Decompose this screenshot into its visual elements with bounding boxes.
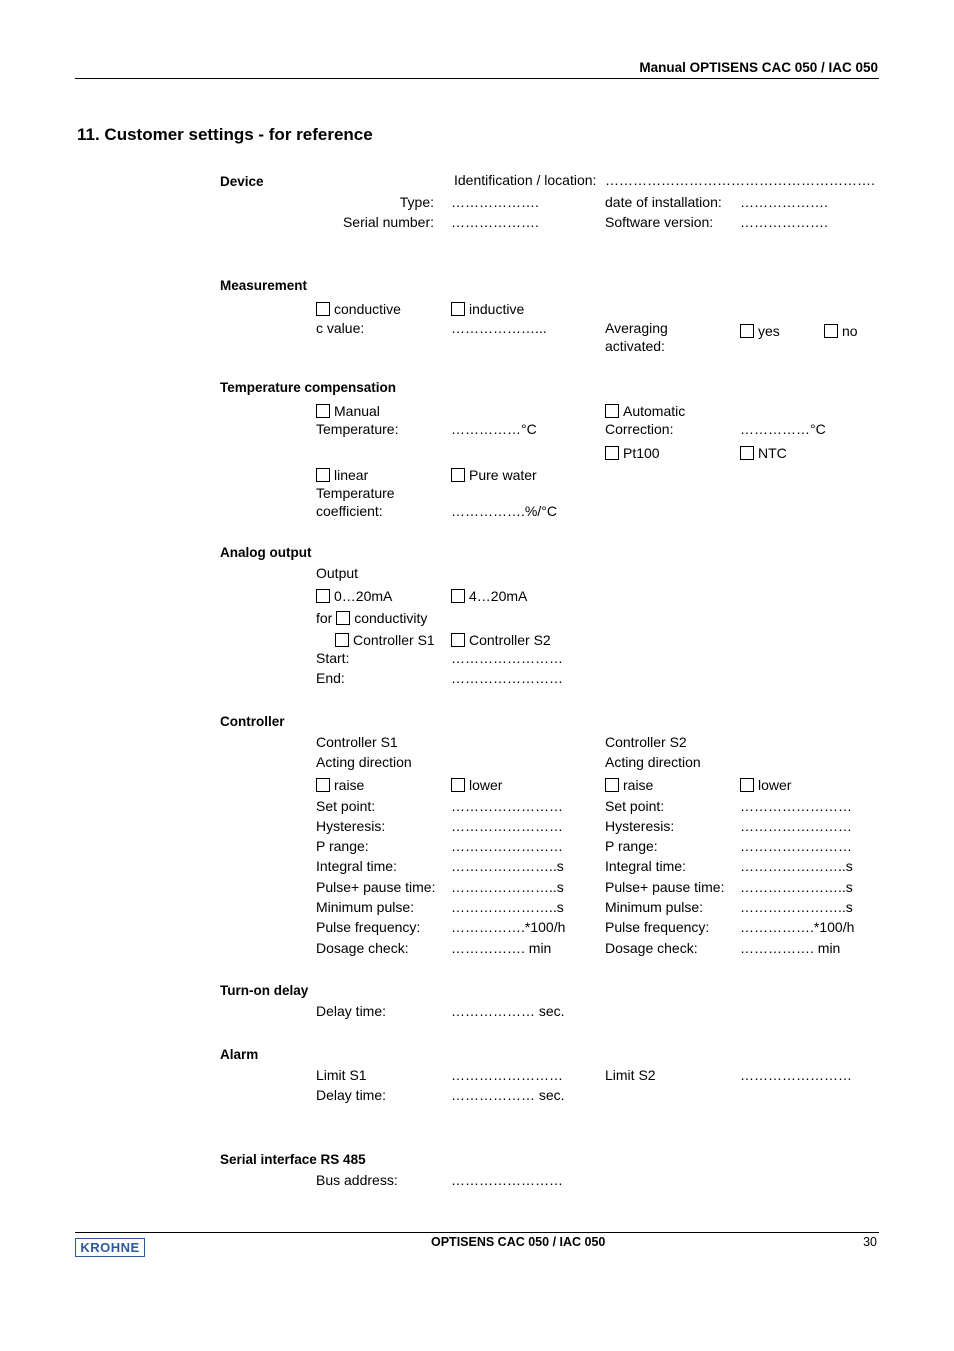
bus-address-label: Bus address: [316,1172,398,1188]
header-rule [75,78,879,79]
s2-row-label: Pulse+ pause time: [605,879,725,895]
controller-s2-lower-option[interactable]: lower [740,777,791,794]
s1-row-value: …………………… [451,798,563,814]
controller-s1-lower-option[interactable]: lower [451,777,502,794]
s2-row-value: …………………… [740,798,852,814]
s1-row-value: …………………..s [451,899,564,915]
analog-controller-s1-option[interactable]: Controller S1 [335,632,435,649]
s2-row-label: Integral time: [605,858,686,874]
software-version-value: ………………. [740,214,828,230]
alarm-heading: Alarm [220,1047,259,1062]
limit-s1-value: …………………… [451,1067,563,1083]
manual-title: Manual OPTISENS CAC 050 / IAC 050 [639,60,878,75]
type-value: ………………. [451,194,539,210]
range-4-20-option[interactable]: 4…20mA [451,588,527,605]
s2-row-label: P range: [605,838,658,854]
coefficient-value: …………….%/°C [451,503,557,519]
manual-option[interactable]: Manual [316,403,380,420]
ntc-option[interactable]: NTC [740,445,787,462]
device-heading: Device [220,174,264,189]
type-label: Type: [399,194,434,210]
s1-row-label: Dosage check: [316,940,409,956]
controller-s1-title: Controller S1 [316,734,398,750]
alarm-delay-time-value: ……………… sec. [451,1087,565,1103]
s1-row-value: …………………… [451,838,563,854]
s1-row-label: Pulse frequency: [316,919,421,935]
averaging-no-option[interactable]: no [824,323,858,340]
page-number: 30 [863,1235,877,1249]
temperature-compensation-heading: Temperature compensation [220,380,397,395]
s2-row-value: …………………… [740,838,852,854]
identification-value: …………………………………………………. [605,172,875,188]
checkbox[interactable] [451,589,465,603]
s1-row-value: ……………. min [451,940,552,956]
s1-row-value: …………….*100/h [451,919,566,935]
checkbox[interactable] [605,446,619,460]
checkbox[interactable] [740,446,754,460]
s2-row-value: …………………… [740,818,852,834]
s1-row-label: Integral time: [316,858,397,874]
checkbox[interactable] [605,778,619,792]
automatic-option[interactable]: Automatic [605,403,685,420]
averaging-label-line1: Averaging [605,320,668,336]
end-value: …………………… [451,670,563,686]
start-value: …………………… [451,650,563,666]
turn-on-delay-time-value: ……………… sec. [451,1003,565,1019]
serial-interface-heading: Serial interface RS 485 [220,1152,366,1167]
correction-label: Correction: [605,421,674,437]
checkbox[interactable] [316,302,330,316]
s1-row-value: …………………..s [451,858,564,874]
s1-row-label: Hysteresis: [316,818,386,834]
s2-row-value: …………………..s [740,858,853,874]
for-conductivity-option[interactable]: for conductivity [316,610,428,626]
s1-row-label: Minimum pulse: [316,899,415,915]
controller-s2-title: Controller S2 [605,734,687,750]
checkbox[interactable] [740,778,754,792]
checkbox[interactable] [451,778,465,792]
c-value-value: ………………... [451,320,547,336]
limit-s1-label: Limit S1 [316,1067,367,1083]
s1-row-label: Pulse+ pause time: [316,879,436,895]
krohne-logo: KROHNE [75,1238,145,1257]
s2-row-label: Pulse frequency: [605,919,710,935]
software-version-label: Software version: [605,214,714,230]
pure-water-option[interactable]: Pure water [451,467,537,484]
installation-date-value: ………………. [740,194,828,210]
checkbox[interactable] [316,778,330,792]
turn-on-delay-heading: Turn-on delay [220,983,309,998]
footer-product: OPTISENS CAC 050 / IAC 050 [431,1235,606,1249]
averaging-label-line2: activated: [605,338,665,354]
s1-row-label: Set point: [316,798,376,814]
limit-s2-label: Limit S2 [605,1067,656,1083]
c-value-label: c value: [316,320,365,336]
pt100-option[interactable]: Pt100 [605,445,660,462]
section-title: 11. Customer settings - for reference [77,125,373,144]
s2-row-label: Dosage check: [605,940,698,956]
controller-s2-raise-option[interactable]: raise [605,777,653,794]
temperature-label: Temperature: [316,421,399,437]
analog-controller-s2-option[interactable]: Controller S2 [451,632,551,649]
turn-on-delay-time-label: Delay time: [316,1003,387,1019]
alarm-delay-time-label: Delay time: [316,1087,387,1103]
checkbox[interactable] [336,611,350,625]
s1-row-value: …………………..s [451,879,564,895]
coefficient-label-line2: coefficient: [316,503,383,519]
identification-label: Identification / location: [454,172,597,188]
checkbox[interactable] [451,302,465,316]
correction-value: ……………°C [740,421,826,437]
linear-option[interactable]: linear [316,467,368,484]
s2-row-value: …………………..s [740,899,853,915]
start-label: Start: [316,650,350,666]
footer-rule [75,1232,879,1233]
controller-s2-acting-direction: Acting direction [605,754,701,770]
bus-address-value: …………………… [451,1172,563,1188]
controller-s1-raise-option[interactable]: raise [316,777,364,794]
checkbox[interactable] [316,589,330,603]
limit-s2-value: …………………… [740,1067,852,1083]
checkbox[interactable] [451,468,465,482]
checkbox[interactable] [824,324,838,338]
checkbox[interactable] [316,468,330,482]
averaging-yes-option[interactable]: yes [740,323,780,340]
end-label: End: [316,670,345,686]
s2-row-label: Set point: [605,798,665,814]
checkbox[interactable] [451,633,465,647]
measurement-heading: Measurement [220,278,308,293]
output-label: Output [316,565,359,581]
inductive-option[interactable]: inductive [451,301,524,318]
controller-heading: Controller [220,714,285,729]
serial-number-label: Serial number: [342,214,434,230]
s1-row-value: …………………… [451,818,563,834]
checkbox[interactable] [605,404,619,418]
checkbox[interactable] [335,633,349,647]
serial-number-value: ………………. [451,214,539,230]
temperature-value: ……………°C [451,421,537,437]
conductive-option[interactable]: conductive [316,301,401,318]
coefficient-label-line1: Temperature [316,485,395,501]
s2-row-value: ……………. min [740,940,841,956]
installation-date-label: date of installation: [605,194,722,210]
checkbox[interactable] [740,324,754,338]
analog-output-heading: Analog output [220,545,312,560]
controller-s1-acting-direction: Acting direction [316,754,412,770]
checkbox[interactable] [316,404,330,418]
s2-row-value: …………….*100/h [740,919,855,935]
range-0-20-option[interactable]: 0…20mA [316,588,392,605]
s2-row-label: Hysteresis: [605,818,675,834]
s1-row-label: P range: [316,838,369,854]
s2-row-value: …………………..s [740,879,853,895]
s2-row-label: Minimum pulse: [605,899,704,915]
